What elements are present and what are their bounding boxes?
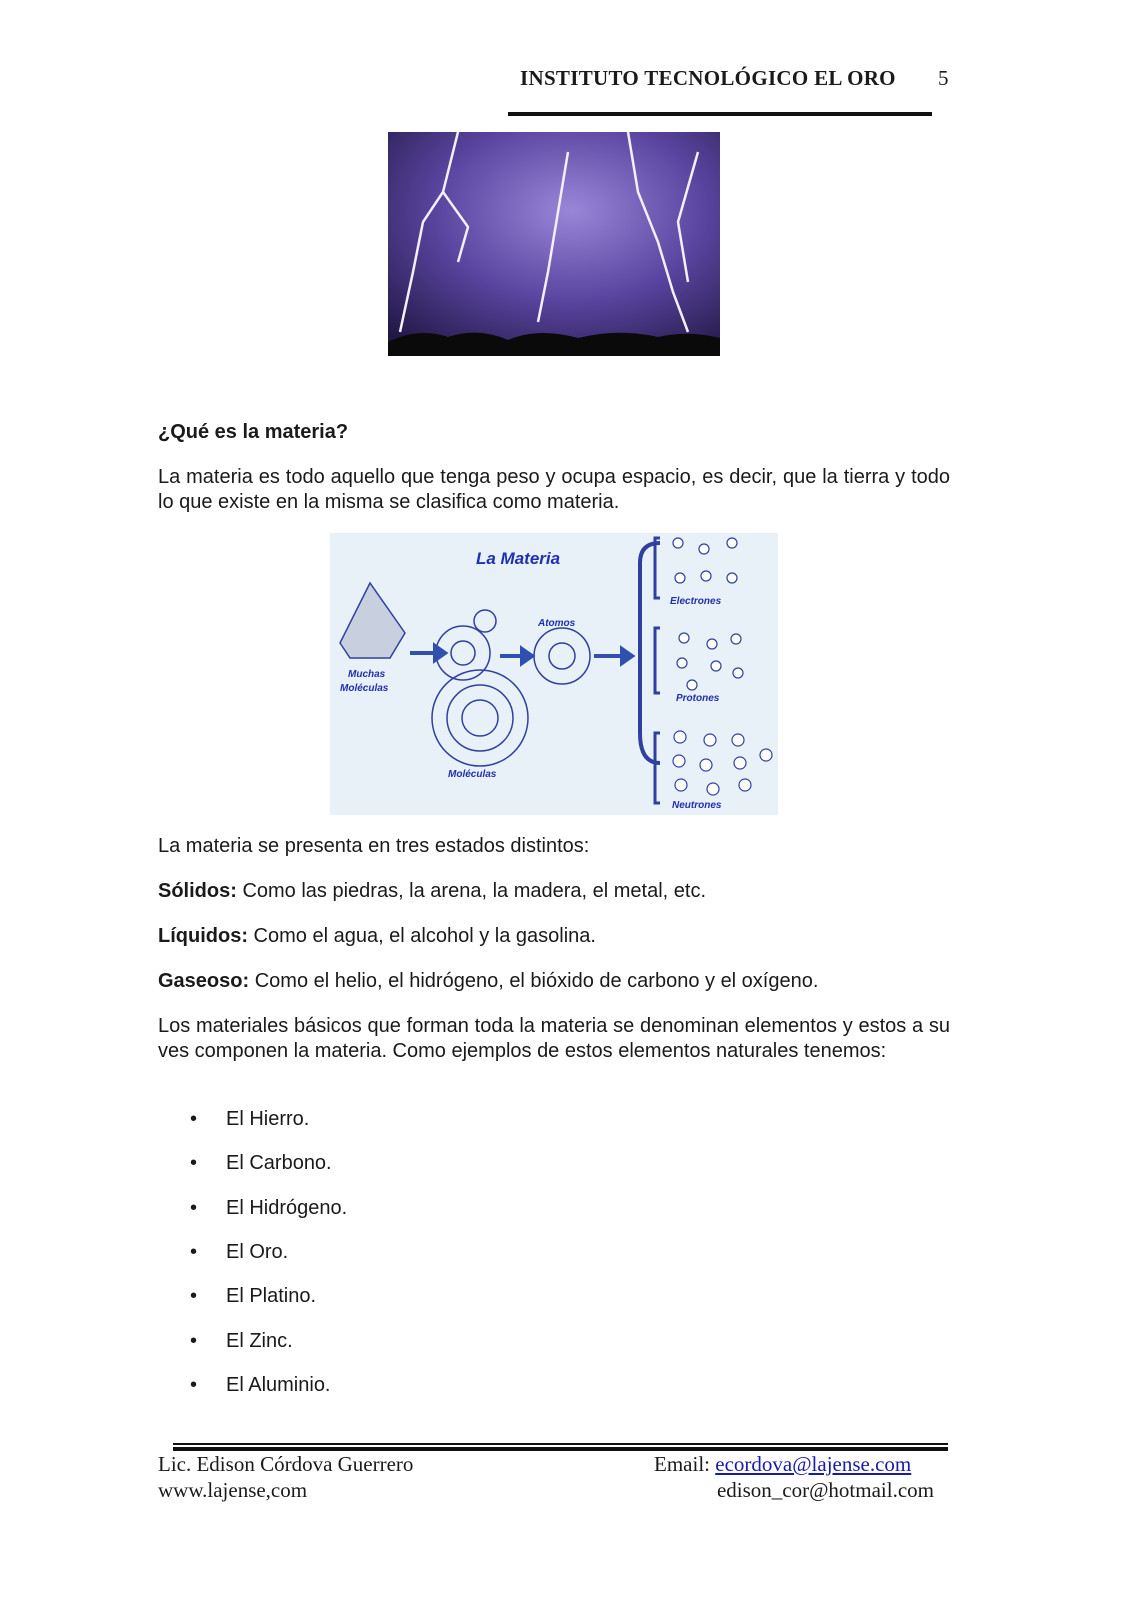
header-title: INSTITUTO TECNOLÓGICO EL ORO (520, 66, 896, 90)
bullet-icon: • (190, 1196, 198, 1219)
bullet-icon: • (190, 1373, 198, 1396)
list-item: El Hidrógeno. (226, 1196, 348, 1219)
bullet-icon: • (190, 1329, 198, 1352)
label-moleculas: Moléculas (448, 769, 497, 780)
footer-website: www.lajense,com (158, 1478, 308, 1502)
footer-rule-thick (173, 1447, 948, 1451)
term: Sólidos: (158, 880, 237, 902)
list-item: El Carbono. (226, 1152, 332, 1175)
label-muchas: Muchas (348, 669, 386, 680)
email-link[interactable]: ecordova@lajense.com (715, 1452, 912, 1476)
label-electrones: Electrones (670, 596, 722, 607)
state-solidos (158, 879, 950, 904)
list-item: El Platino. (226, 1285, 317, 1308)
email-label: Email: (654, 1452, 716, 1476)
bullet-icon: • (190, 1285, 198, 1308)
footer-email-2: edison_cor@hotmail.com (716, 1478, 934, 1502)
diagram-title: La Materia (476, 549, 561, 568)
label-atomos: Atomos (538, 618, 576, 629)
footer-rule (173, 1443, 948, 1445)
lightning-photo (388, 132, 720, 356)
desc: Como las piedras, la arena, la madera, el metal, etc. (236, 880, 707, 902)
footer-author: Lic. Edison Córdova Guerrero (158, 1452, 414, 1476)
desc: Como el agua, el alcohol y la gasolina. (247, 925, 596, 947)
bullet-icon: • (190, 1108, 198, 1130)
list-item: El Hierro. (226, 1108, 310, 1130)
bullet-icon: • (190, 1240, 198, 1263)
states-intro: La materia se presenta en tres estados distintos: (158, 835, 590, 857)
term: Líquidos: (158, 925, 248, 947)
label-protones: Protones (676, 693, 720, 704)
list-item: El Aluminio. (226, 1373, 331, 1396)
term: Gaseoso: (158, 970, 250, 992)
label-neutrones: Neutrones (672, 800, 722, 811)
list-item: El Zinc. (226, 1329, 293, 1352)
desc: Como el helio, el hidrógeno, el bióxido de carbono y el oxígeno. (249, 970, 819, 992)
page-number: 5 (938, 66, 949, 90)
state-liquidos (158, 924, 950, 949)
matter-diagram (330, 533, 778, 815)
list-item: El Oro. (226, 1240, 289, 1263)
header-rule (508, 112, 932, 116)
elements-intro: Los materiales básicos que forman toda la materia se denominan elementos y estos a su ves componen la materia. Como ejemplos de estos elementos naturales tenemos: (158, 1015, 950, 1062)
bullet-icon: • (190, 1152, 198, 1175)
state-gaseoso (158, 969, 950, 994)
section-heading: ¿Qué es la materia? (158, 421, 349, 443)
label-moleculas-1: Moléculas (340, 683, 389, 694)
footer-email (654, 1452, 911, 1477)
intro-paragraph: La materia es todo aquello que tenga peso y ocupa espacio, es decir, que la tierra y todo lo que existe en la misma se clasifica como materia. (158, 466, 950, 513)
